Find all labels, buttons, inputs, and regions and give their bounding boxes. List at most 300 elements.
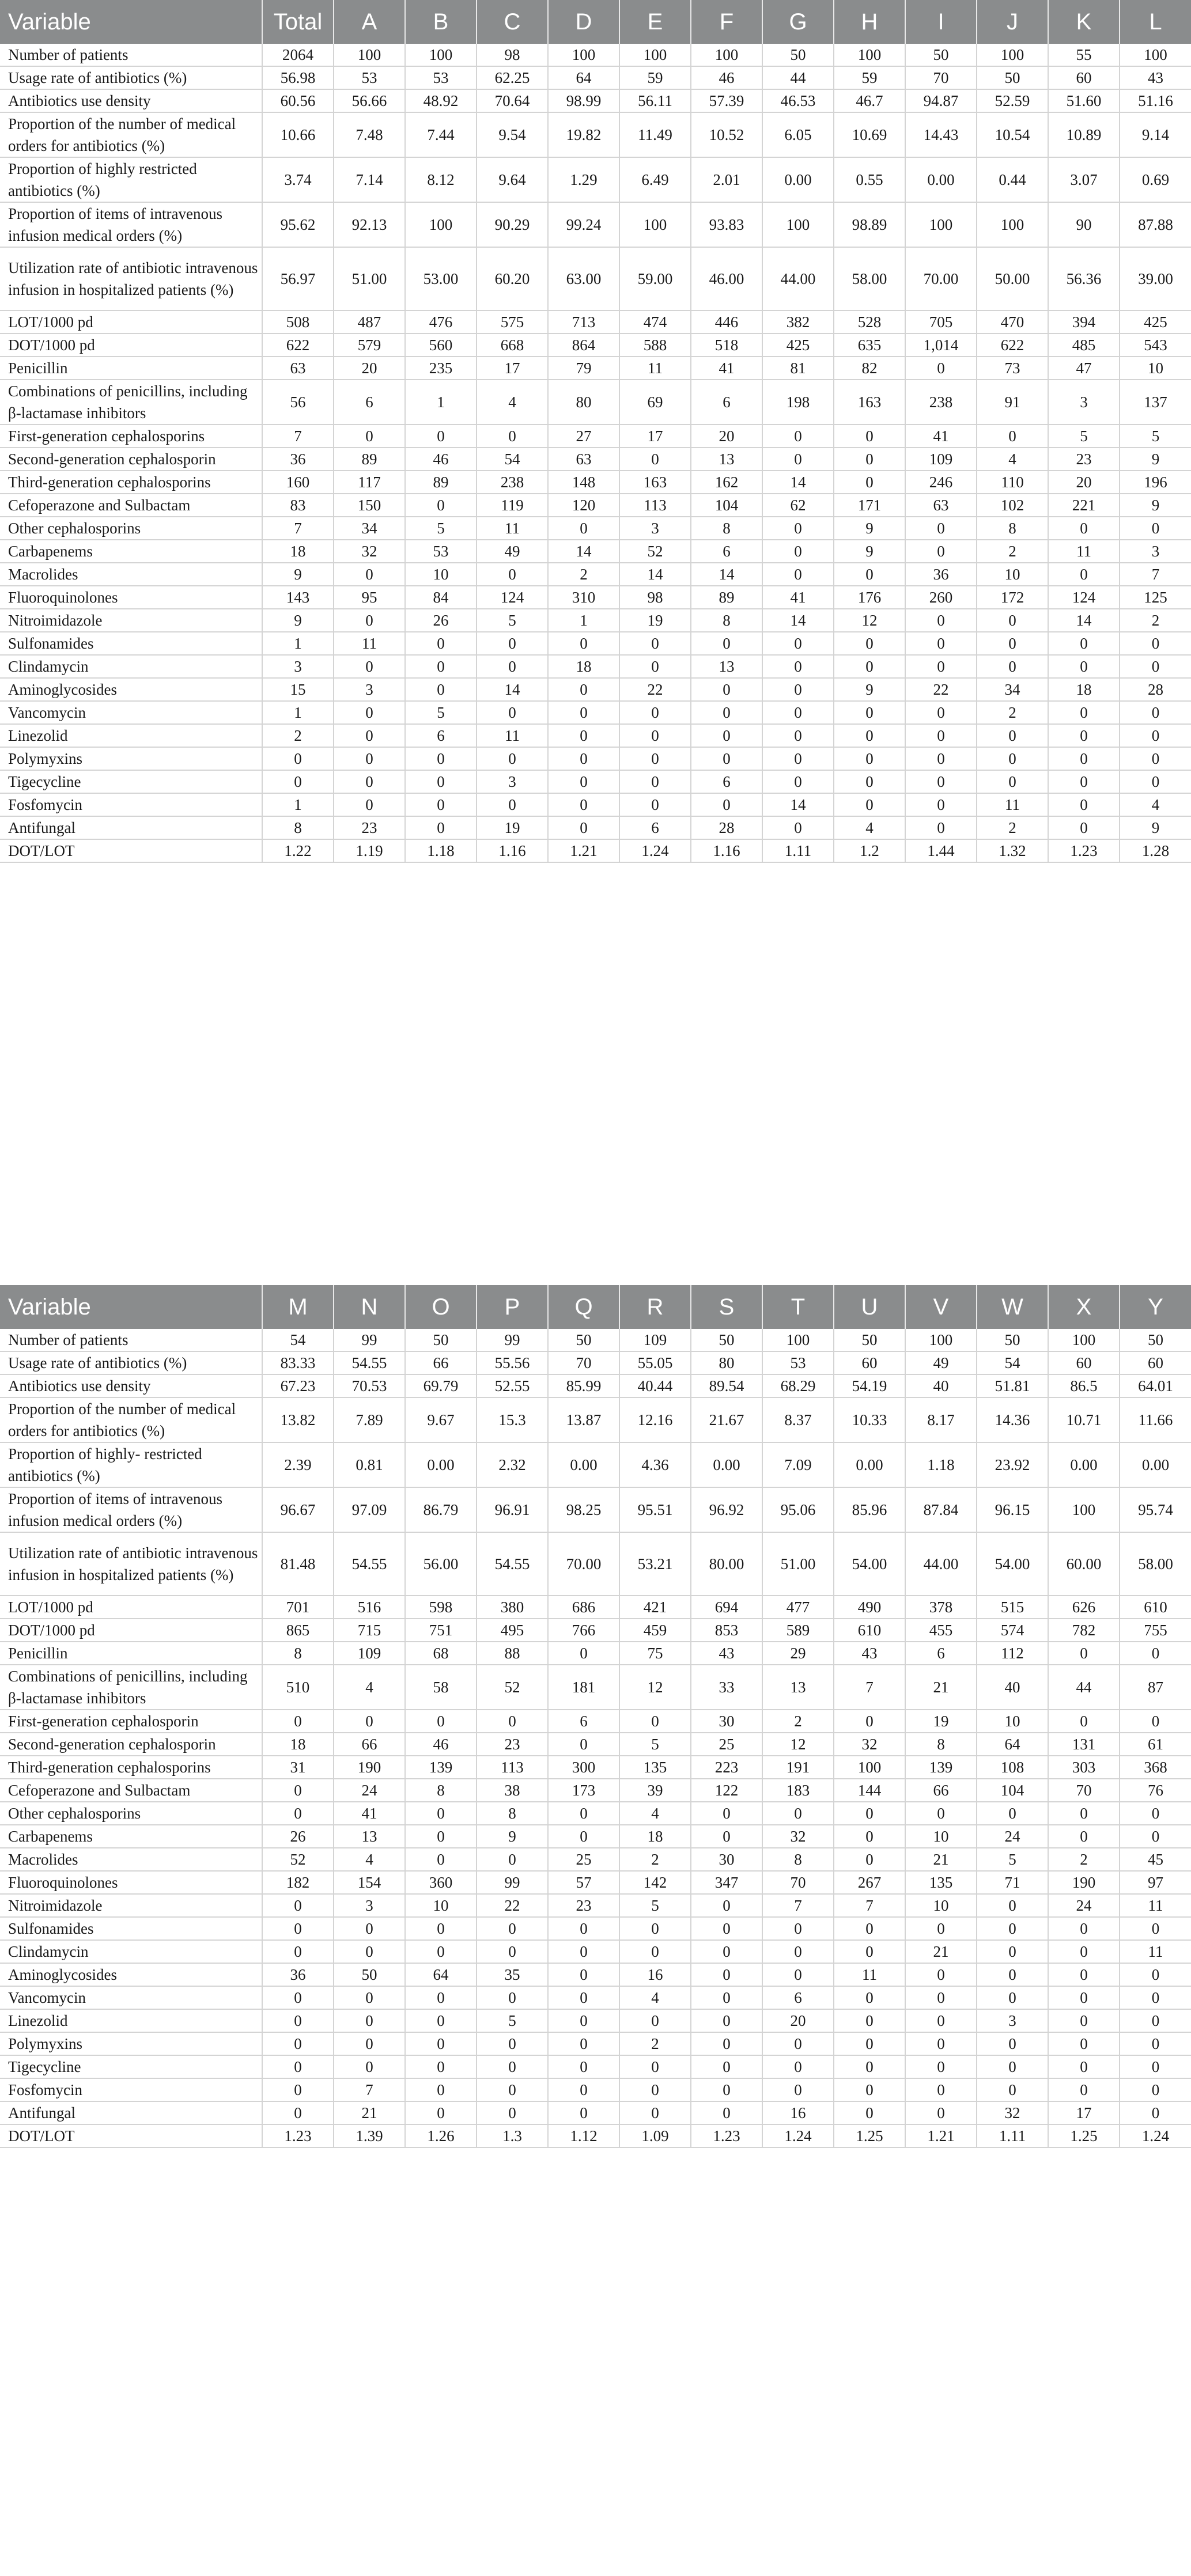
table-row	[0, 747, 1191, 770]
table-cell: 7	[262, 517, 334, 540]
table-cell: 0	[262, 2055, 334, 2078]
table-cell: 260	[905, 586, 977, 609]
table-cell: 49	[477, 540, 548, 563]
table-cell: 7.48	[334, 112, 405, 157]
table-cell: 2	[977, 701, 1048, 724]
table-row	[0, 540, 1191, 563]
table-cell: 0	[405, 2009, 477, 2032]
table-cell: 95.51	[619, 1487, 691, 1532]
table-cell: 0	[905, 357, 977, 380]
column-header: U	[834, 1285, 905, 1329]
table-cell: 68	[405, 1642, 477, 1665]
table-cell: 70	[762, 1871, 834, 1894]
table-cell: 52	[477, 1665, 548, 1710]
table-cell: 18	[619, 1825, 691, 1848]
table-cell: 54	[477, 448, 548, 471]
table-cell: 0	[477, 1986, 548, 2009]
table-cell: 124	[1048, 586, 1120, 609]
table-cell: 1.11	[762, 839, 834, 862]
table-cell: 32	[762, 1825, 834, 1848]
table-cell: 13.87	[548, 1397, 619, 1442]
table-cell: 0.00	[548, 1442, 619, 1487]
table-cell: 5	[977, 1848, 1048, 1871]
table-cell: 0	[977, 655, 1048, 678]
table-cell: 6.49	[619, 157, 691, 202]
table-cell: 300	[548, 1756, 619, 1779]
table-cell: 3	[334, 1894, 405, 1917]
table-cell: 0	[905, 701, 977, 724]
table-cell: 1.16	[477, 839, 548, 862]
table-cell: 0	[905, 1917, 977, 1940]
table-cell: 50	[905, 44, 977, 66]
row-label: Nitroimidazole	[0, 1894, 262, 1917]
table-cell: 52	[262, 1848, 334, 1871]
table-row	[0, 1397, 1191, 1442]
table-cell: 238	[477, 471, 548, 494]
table-cell: 0	[834, 448, 905, 471]
table-cell: 182	[262, 1871, 334, 1894]
table-cell: 46.53	[762, 89, 834, 112]
table-cell: 2.39	[262, 1442, 334, 1487]
table-cell: 0	[1120, 2055, 1191, 2078]
table-cell: 44.00	[905, 1532, 977, 1596]
table-cell: 50.00	[977, 247, 1048, 310]
table-cell: 0	[619, 724, 691, 747]
table-cell: 89.54	[691, 1374, 762, 1397]
table-cell: 56.00	[405, 1532, 477, 1596]
table-cell: 0	[1048, 655, 1120, 678]
table-cell: 5	[1048, 425, 1120, 448]
table-cell: 148	[548, 471, 619, 494]
table-cell: 0	[334, 701, 405, 724]
table-cell: 98.99	[548, 89, 619, 112]
table-cell: 1,014	[905, 334, 977, 357]
table-cell: 0.69	[1120, 157, 1191, 202]
column-header: M	[262, 1285, 334, 1329]
table-cell: 0	[477, 1848, 548, 1871]
table-cell: 0	[834, 2032, 905, 2055]
table-cell: 510	[262, 1665, 334, 1710]
table-cell: 87.84	[905, 1487, 977, 1532]
table-cell: 81.48	[262, 1532, 334, 1596]
row-label: DOT/LOT	[0, 2124, 262, 2147]
column-header: A	[334, 0, 405, 44]
table-cell: 0	[619, 2055, 691, 2078]
table-cell: 12.16	[619, 1397, 691, 1442]
table-cell: 2.32	[477, 1442, 548, 1487]
table-cell: 0	[762, 425, 834, 448]
table-cell: 0	[1048, 701, 1120, 724]
table-cell: 95.62	[262, 202, 334, 247]
column-header: R	[619, 1285, 691, 1329]
table-cell: 55.05	[619, 1351, 691, 1374]
table-row	[0, 448, 1191, 471]
table-cell: 0	[762, 632, 834, 655]
table-cell: 2	[1048, 1848, 1120, 1871]
table-cell: 0	[548, 1917, 619, 1940]
table-cell: 142	[619, 1871, 691, 1894]
table-cell: 0	[477, 701, 548, 724]
table-cell: 0	[834, 2055, 905, 2078]
row-label: Proportion of items of intravenous infusion medical orders (%)	[0, 202, 262, 247]
table-row	[0, 334, 1191, 357]
table-cell: 485	[1048, 334, 1120, 357]
table-cell: 0	[477, 1710, 548, 1733]
table-cell: 9.64	[477, 157, 548, 202]
table-cell: 0	[691, 701, 762, 724]
table-cell: 0	[762, 655, 834, 678]
table-cell: 109	[334, 1642, 405, 1665]
table-cell: 0	[477, 632, 548, 655]
table-cell: 0	[834, 1917, 905, 1940]
table-cell: 64	[977, 1733, 1048, 1756]
table-cell: 11	[477, 724, 548, 747]
row-label: DOT/1000 pd	[0, 334, 262, 357]
table-cell: 27	[548, 425, 619, 448]
table-row	[0, 2078, 1191, 2101]
table-cell: 9	[262, 563, 334, 586]
table-cell: 360	[405, 1871, 477, 1894]
table-cell: 0	[619, 1940, 691, 1963]
table-cell: 5	[405, 517, 477, 540]
table-cell: 96.15	[977, 1487, 1048, 1532]
table-cell: 13	[762, 1665, 834, 1710]
table-cell: 9.14	[1120, 112, 1191, 157]
table-row	[0, 586, 1191, 609]
table-cell: 83	[262, 494, 334, 517]
table-cell: 5	[619, 1733, 691, 1756]
table-cell: 0	[619, 770, 691, 793]
table-cell: 515	[977, 1596, 1048, 1619]
table-cell: 487	[334, 310, 405, 334]
table-cell: 22	[905, 678, 977, 701]
table-cell: 0	[405, 1802, 477, 1825]
table-cell: 476	[405, 310, 477, 334]
table-cell: 58	[405, 1665, 477, 1710]
table-cell: 87	[1120, 1665, 1191, 1710]
table-cell: 0	[262, 747, 334, 770]
table-cell: 0	[1120, 2009, 1191, 2032]
table-cell: 10	[905, 1825, 977, 1848]
table-cell: 10.54	[977, 112, 1048, 157]
table-cell: 2	[548, 563, 619, 586]
table-cell: 56.66	[334, 89, 405, 112]
table-cell: 60.56	[262, 89, 334, 112]
table-cell: 3	[619, 517, 691, 540]
table-cell: 455	[905, 1619, 977, 1642]
row-label: Other cephalosporins	[0, 1802, 262, 1825]
table-cell: 0	[905, 747, 977, 770]
column-header: N	[334, 1285, 405, 1329]
table-cell: 0.44	[977, 157, 1048, 202]
table-cell: 117	[334, 471, 405, 494]
table-row	[0, 701, 1191, 724]
row-label: LOT/1000 pd	[0, 310, 262, 334]
table-cell: 9	[834, 678, 905, 701]
table-cell: 10.52	[691, 112, 762, 157]
table-cell: 0	[262, 770, 334, 793]
table-cell: 0	[619, 2009, 691, 2032]
table-cell: 41	[905, 425, 977, 448]
table-cell: 0	[405, 1917, 477, 1940]
table-cell: 8	[691, 517, 762, 540]
table-cell: 0	[262, 2101, 334, 2124]
table-cell: 50	[977, 1329, 1048, 1351]
table-cell: 98.89	[834, 202, 905, 247]
table-cell: 0	[834, 2078, 905, 2101]
table-cell: 163	[619, 471, 691, 494]
table-cell: 0	[1120, 701, 1191, 724]
table-cell: 4	[1120, 793, 1191, 816]
table-cell: 66	[405, 1351, 477, 1374]
table-cell: 21	[334, 2101, 405, 2124]
table-cell: 0	[262, 1710, 334, 1733]
table-cell: 221	[1048, 494, 1120, 517]
table-cell: 13	[691, 448, 762, 471]
table-cell: 100	[548, 44, 619, 66]
table-cell: 490	[834, 1596, 905, 1619]
table-cell: 1.32	[977, 839, 1048, 862]
table-cell: 54.55	[334, 1532, 405, 1596]
table-row	[0, 1871, 1191, 1894]
table-row	[0, 1986, 1191, 2009]
table-cell: 0	[834, 425, 905, 448]
table-cell: 69.79	[405, 1374, 477, 1397]
table-cell: 543	[1120, 334, 1191, 357]
table-cell: 0	[619, 2078, 691, 2101]
table-cell: 17	[619, 425, 691, 448]
table-cell: 0	[977, 1940, 1048, 1963]
table-cell: 0	[762, 517, 834, 540]
table-cell: 63	[262, 357, 334, 380]
table-cell: 0	[834, 471, 905, 494]
table-cell: 102	[977, 494, 1048, 517]
table-cell: 173	[548, 1779, 619, 1802]
table-cell: 1.24	[762, 2124, 834, 2147]
table-cell: 1.23	[691, 2124, 762, 2147]
table-cell: 2	[262, 724, 334, 747]
table-cell: 0	[548, 1642, 619, 1665]
row-label: Utilization rate of antibiotic intravenous infusion in hospitalized patients (%)	[0, 1532, 262, 1596]
table-cell: 853	[691, 1619, 762, 1642]
table-cell: 0	[905, 655, 977, 678]
table-cell: 50	[977, 66, 1048, 89]
table-cell: 560	[405, 334, 477, 357]
table-cell: 10	[405, 563, 477, 586]
table-cell: 144	[834, 1779, 905, 1802]
table-cell: 0	[762, 563, 834, 586]
table-cell: 246	[905, 471, 977, 494]
table-cell: 0	[691, 2009, 762, 2032]
table-cell: 70	[548, 1351, 619, 1374]
table-cell: 0	[977, 2032, 1048, 2055]
table-cell: 61	[1120, 1733, 1191, 1756]
table-cell: 50	[834, 1329, 905, 1351]
table-cell: 46	[405, 448, 477, 471]
table-cell: 17	[477, 357, 548, 380]
table-cell: 52.59	[977, 89, 1048, 112]
table-cell: 0	[762, 2078, 834, 2101]
table-cell: 0	[1048, 1802, 1120, 1825]
table-cell: 0	[1120, 1802, 1191, 1825]
table-cell: 44	[762, 66, 834, 89]
table-row	[0, 2055, 1191, 2078]
table-cell: 0	[977, 632, 1048, 655]
table-cell: 0	[762, 678, 834, 701]
table-header	[0, 1285, 1191, 1329]
table-cell: 89	[691, 586, 762, 609]
table-cell: 0	[548, 701, 619, 724]
row-label: Macrolides	[0, 1848, 262, 1871]
table-cell: 8	[762, 1848, 834, 1871]
table-cell: 626	[1048, 1596, 1120, 1619]
table-cell: 137	[1120, 380, 1191, 425]
table-cell: 8.37	[762, 1397, 834, 1442]
table-cell: 1.21	[548, 839, 619, 862]
table-cell: 0	[834, 701, 905, 724]
row-label: Antifungal	[0, 816, 262, 839]
table-cell: 55	[1048, 44, 1120, 66]
table-cell: 368	[1120, 1756, 1191, 1779]
table-cell: 0	[477, 2101, 548, 2124]
table-cell: 0	[1048, 770, 1120, 793]
table-cell: 0	[1120, 655, 1191, 678]
table-cell: 0	[905, 1802, 977, 1825]
row-label: Aminoglycosides	[0, 1963, 262, 1986]
table-cell: 5	[477, 2009, 548, 2032]
table-cell: 2.01	[691, 157, 762, 202]
table-cell: 6.05	[762, 112, 834, 157]
table-cell: 1.21	[905, 2124, 977, 2147]
table-cell: 66	[334, 1733, 405, 1756]
table-cell: 6	[691, 380, 762, 425]
table-cell: 0	[905, 1963, 977, 1986]
table-cell: 22	[477, 1894, 548, 1917]
table-cell: 89	[405, 471, 477, 494]
table-cell: 44.00	[762, 247, 834, 310]
table-row	[0, 2032, 1191, 2055]
table-cell: 0	[762, 2032, 834, 2055]
table-cell: 13	[334, 1825, 405, 1848]
table-cell: 0	[477, 655, 548, 678]
row-label: Third-generation cephalosporins	[0, 471, 262, 494]
table-cell: 122	[691, 1779, 762, 1802]
table-cell: 45	[1120, 1848, 1191, 1871]
table-cell: 36	[262, 1963, 334, 1986]
table-cell: 0	[548, 1963, 619, 1986]
table-cell: 10.69	[834, 112, 905, 157]
table-cell: 99	[477, 1871, 548, 1894]
table-cell: 0	[548, 517, 619, 540]
table-cell: 11	[619, 357, 691, 380]
table-cell: 95.06	[762, 1487, 834, 1532]
table-cell: 56.11	[619, 89, 691, 112]
table-cell: 0	[834, 793, 905, 816]
table-row	[0, 1710, 1191, 1733]
table-cell: 1.2	[834, 839, 905, 862]
table-cell: 0	[548, 770, 619, 793]
table-cell: 34	[334, 517, 405, 540]
table-cell: 32	[834, 1733, 905, 1756]
table-cell: 135	[619, 1756, 691, 1779]
table-cell: 459	[619, 1619, 691, 1642]
row-label: Fluoroquinolones	[0, 1871, 262, 1894]
row-label: Vancomycin	[0, 1986, 262, 2009]
table-cell: 15.3	[477, 1397, 548, 1442]
table-cell: 80	[691, 1351, 762, 1374]
row-label: Antifungal	[0, 2101, 262, 2124]
table-cell: 16	[619, 1963, 691, 1986]
table-cell: 574	[977, 1619, 1048, 1642]
table-cell: 3.07	[1048, 157, 1120, 202]
table-cell: 96.67	[262, 1487, 334, 1532]
table-cell: 8.17	[905, 1397, 977, 1442]
table-cell: 87.88	[1120, 202, 1191, 247]
table-cell: 4	[334, 1848, 405, 1871]
table-cell: 0	[762, 1917, 834, 1940]
table-cell: 109	[905, 448, 977, 471]
table-cell: 0	[477, 2032, 548, 2055]
table-cell: 0	[977, 1986, 1048, 2009]
table-cell: 0	[619, 2101, 691, 2124]
column-header: D	[548, 0, 619, 44]
table-cell: 0	[548, 747, 619, 770]
table-cell: 11	[1120, 1894, 1191, 1917]
table-cell: 0	[405, 2078, 477, 2101]
table-row	[0, 1825, 1191, 1848]
table-cell: 0	[262, 1986, 334, 2009]
table-cell: 0	[691, 1917, 762, 1940]
table-cell: 0	[619, 632, 691, 655]
table-cell: 0	[334, 2032, 405, 2055]
table-cell: 70.64	[477, 89, 548, 112]
table-cell: 21	[905, 1665, 977, 1710]
table-cell: 3	[1120, 540, 1191, 563]
table-cell: 782	[1048, 1619, 1120, 1642]
table-cell: 0	[905, 540, 977, 563]
table-cell: 0	[405, 2055, 477, 2078]
table-cell: 0	[548, 1802, 619, 1825]
table-cell: 99.24	[548, 202, 619, 247]
column-header: B	[405, 0, 477, 44]
table-cell: 470	[977, 310, 1048, 334]
table-cell: 0.00	[1048, 1442, 1120, 1487]
table-cell: 90	[1048, 202, 1120, 247]
column-header: L	[1120, 0, 1191, 44]
table-cell: 0	[1120, 632, 1191, 655]
table-cell: 89	[334, 448, 405, 471]
table-cell: 2064	[262, 44, 334, 66]
table-cell: 53	[334, 66, 405, 89]
table-cell: 0	[691, 724, 762, 747]
table-cell: 16	[762, 2101, 834, 2124]
table-cell: 0.00	[762, 157, 834, 202]
table-cell: 0	[334, 770, 405, 793]
table-cell: 0	[619, 448, 691, 471]
row-label: Combinations of penicillins, including β-lactamase inhibitors	[0, 1665, 262, 1710]
table-cell: 108	[977, 1756, 1048, 1779]
table-cell: 575	[477, 310, 548, 334]
table-cell: 31	[262, 1756, 334, 1779]
table-cell: 113	[619, 494, 691, 517]
row-label: Linezolid	[0, 2009, 262, 2032]
table-cell: 0	[548, 2078, 619, 2101]
table-cell: 47	[1048, 357, 1120, 380]
table-cell: 378	[905, 1596, 977, 1619]
table-header	[0, 0, 1191, 44]
row-label: Carbapenems	[0, 1825, 262, 1848]
table-cell: 1.11	[977, 2124, 1048, 2147]
